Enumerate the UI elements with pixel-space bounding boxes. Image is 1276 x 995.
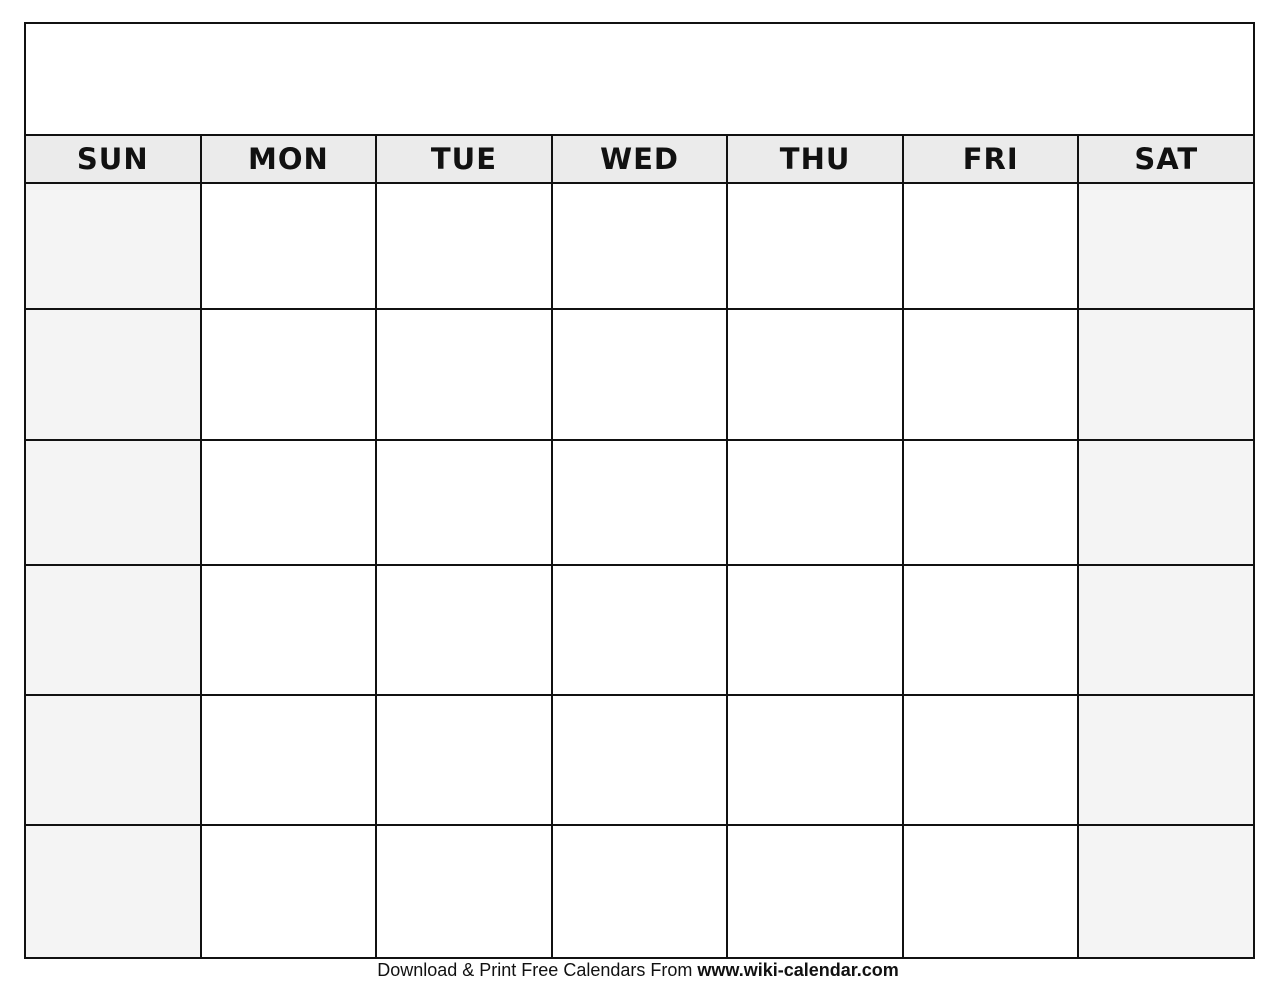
day-cell xyxy=(202,184,378,308)
day-cell xyxy=(26,310,202,439)
weekday-header-row xyxy=(26,136,1253,184)
calendar-grid xyxy=(26,184,1253,957)
day-cell xyxy=(904,184,1080,308)
day-cell xyxy=(904,826,1080,957)
week-row xyxy=(26,184,1253,310)
weekday-header-thu: THU xyxy=(728,136,904,182)
day-cell xyxy=(1079,310,1253,439)
day-cell xyxy=(377,566,553,694)
day-cell xyxy=(26,441,202,564)
weekday-header-fri: FRI xyxy=(904,136,1080,182)
day-cell xyxy=(904,310,1080,439)
week-row xyxy=(26,310,1253,441)
day-cell xyxy=(728,441,904,564)
day-cell xyxy=(202,826,378,957)
day-cell xyxy=(26,566,202,694)
weekday-header-tue: TUE xyxy=(377,136,553,182)
day-cell xyxy=(26,184,202,308)
weekday-header-wed: WED xyxy=(553,136,729,182)
day-cell xyxy=(904,696,1080,824)
day-cell xyxy=(728,184,904,308)
footer-site-link[interactable]: www.wiki-calendar.com xyxy=(697,960,899,980)
day-cell xyxy=(553,826,729,957)
day-cell xyxy=(26,826,202,957)
day-cell xyxy=(553,441,729,564)
day-cell xyxy=(553,566,729,694)
day-cell xyxy=(1079,566,1253,694)
day-cell xyxy=(728,566,904,694)
week-row xyxy=(26,441,1253,566)
day-cell xyxy=(553,184,729,308)
day-cell xyxy=(377,184,553,308)
day-cell xyxy=(1079,441,1253,564)
calendar-title-area xyxy=(26,24,1253,136)
day-cell xyxy=(202,566,378,694)
day-cell xyxy=(377,696,553,824)
day-cell xyxy=(202,310,378,439)
weekday-header-sat: SAT xyxy=(1079,136,1253,182)
day-cell xyxy=(377,441,553,564)
day-cell xyxy=(728,310,904,439)
week-row xyxy=(26,566,1253,696)
day-cell xyxy=(553,696,729,824)
day-cell xyxy=(728,826,904,957)
day-cell xyxy=(377,310,553,439)
week-row xyxy=(26,696,1253,826)
day-cell xyxy=(904,441,1080,564)
day-cell xyxy=(202,441,378,564)
day-cell xyxy=(728,696,904,824)
week-row xyxy=(26,826,1253,957)
day-cell xyxy=(26,696,202,824)
day-cell xyxy=(1079,184,1253,308)
day-cell xyxy=(553,310,729,439)
blank-calendar xyxy=(24,22,1255,959)
day-cell xyxy=(377,826,553,957)
weekday-header-sun: SUN xyxy=(26,136,202,182)
day-cell xyxy=(1079,696,1253,824)
footer-text: Download & Print Free Calendars From xyxy=(377,960,698,980)
footer-credit xyxy=(0,960,1276,981)
day-cell xyxy=(1079,826,1253,957)
weekday-header-mon: MON xyxy=(202,136,378,182)
day-cell xyxy=(904,566,1080,694)
day-cell xyxy=(202,696,378,824)
